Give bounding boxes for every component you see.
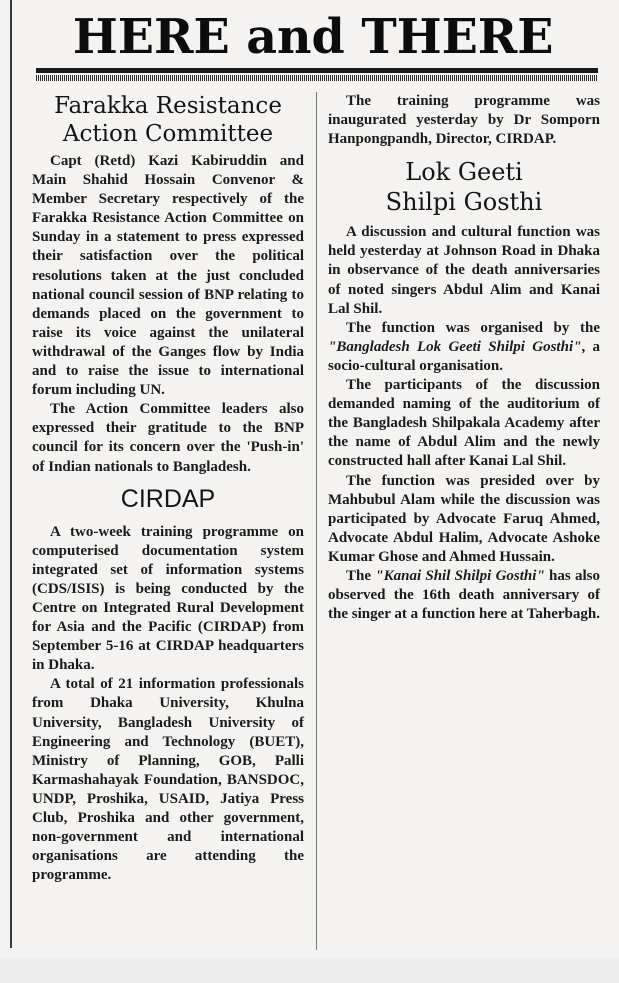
headline-line: Action Committee <box>62 121 274 147</box>
article-paragraph: A discussion and cultural function was held yesterday at Johnson Road in Dhaka in observance of the death anniversaries of noted singers Abdul Alim and Kanai Lal Shil. <box>328 224 600 317</box>
article-paragraph: Capt (Retd) Kazi Kabiruddin and Main Shahid Hossain Convenor & Member Secretary respectively of the Farakka Resistance Action Committee on Sunday in a statement to press expressed their satisfaction over the political resolutions taken at the just concluded national council session of BNP relating to demands placed on the government to raise its voice against the unilateral withdrawal of the Ganges flow by India and to raise the issue to international forum including UN. <box>32 153 304 399</box>
cropped-previous-text <box>40 0 600 5</box>
article-paragraph <box>328 319 600 376</box>
left-column-rule <box>10 0 12 948</box>
article-paragraph: A two-week training programme on computerised documentation system integrated set of information systems (CDS/ISIS) is being conducted by the Centre on Integrated Rural Development for Asia and the Pacific (CIRDAP) from September 5-16 at CIRDAP headquarters in Dhaka. <box>32 523 304 674</box>
text-run: has also observed the 16th death anniversary of the singer at a function here at Taherbagh. <box>328 567 600 623</box>
left-column <box>32 92 304 885</box>
text-run: , a socio-cultural organisation. <box>328 338 600 374</box>
article-paragraph: The Action Committee leaders also expressed their gratitude to the BNP council for its concern over the 'Push-in' of Indian nationals to Bangladesh. <box>32 401 304 475</box>
text-run: The <box>346 567 376 584</box>
column-divider <box>316 92 317 950</box>
headline-line: Shilpi Gosthi <box>385 188 543 217</box>
masthead-underline <box>36 68 598 73</box>
article-cirdap-headline: CIRDAP <box>120 484 216 513</box>
headline-line: Farakka Resistance <box>54 93 282 119</box>
masthead-hatched-rule <box>36 75 598 81</box>
right-column <box>328 92 600 624</box>
article-farakka-headline <box>32 92 304 148</box>
article-paragraph: A total of 21 information professionals from Dhaka University, Khulna University, Bangladesh University of Engineering and Technology (BUET), Ministry of Planning, GOB, Palli Karmashahayak Foundation, BANSDOC, UNDP, Proshika, USAID, Jatiya Press Club, Proshika and other government, non-government and international organisations are attending the programme. <box>32 676 304 884</box>
article-paragraph: The training programme was inaugurated yesterday by Dr Somporn Hanpongpandh, Director, CIRDAP. <box>328 93 600 148</box>
section-masthead: HERE and THERE <box>72 9 554 65</box>
scan-margin <box>0 958 619 983</box>
article-paragraph: The function was presided over by Mahbubul Alam while the discussion was participated by Advocate Faruq Ahmed, Advocate Abdul Halim, Advocate Ashoke Kumar Ghose and Ahmed Hussain. <box>328 472 600 565</box>
headline-line: Lok Geeti <box>405 158 523 187</box>
organisation-name: "Kanai Shil Shilpi Gosthi" <box>375 567 545 584</box>
article-paragraph <box>328 567 600 624</box>
organisation-name: "Bangladesh Lok Geeti Shilpi Gosthi" <box>328 338 582 355</box>
text-run: The function was organised by the <box>346 319 600 336</box>
article-lokgeeti-headline <box>328 157 600 217</box>
article-paragraph: The participants of the discussion demanded naming of the auditorium of the Bangladesh Shilpakala Academy after the name of Abdul Alim and the newly constructed hall after Kanai Lal Shil. <box>328 377 600 470</box>
